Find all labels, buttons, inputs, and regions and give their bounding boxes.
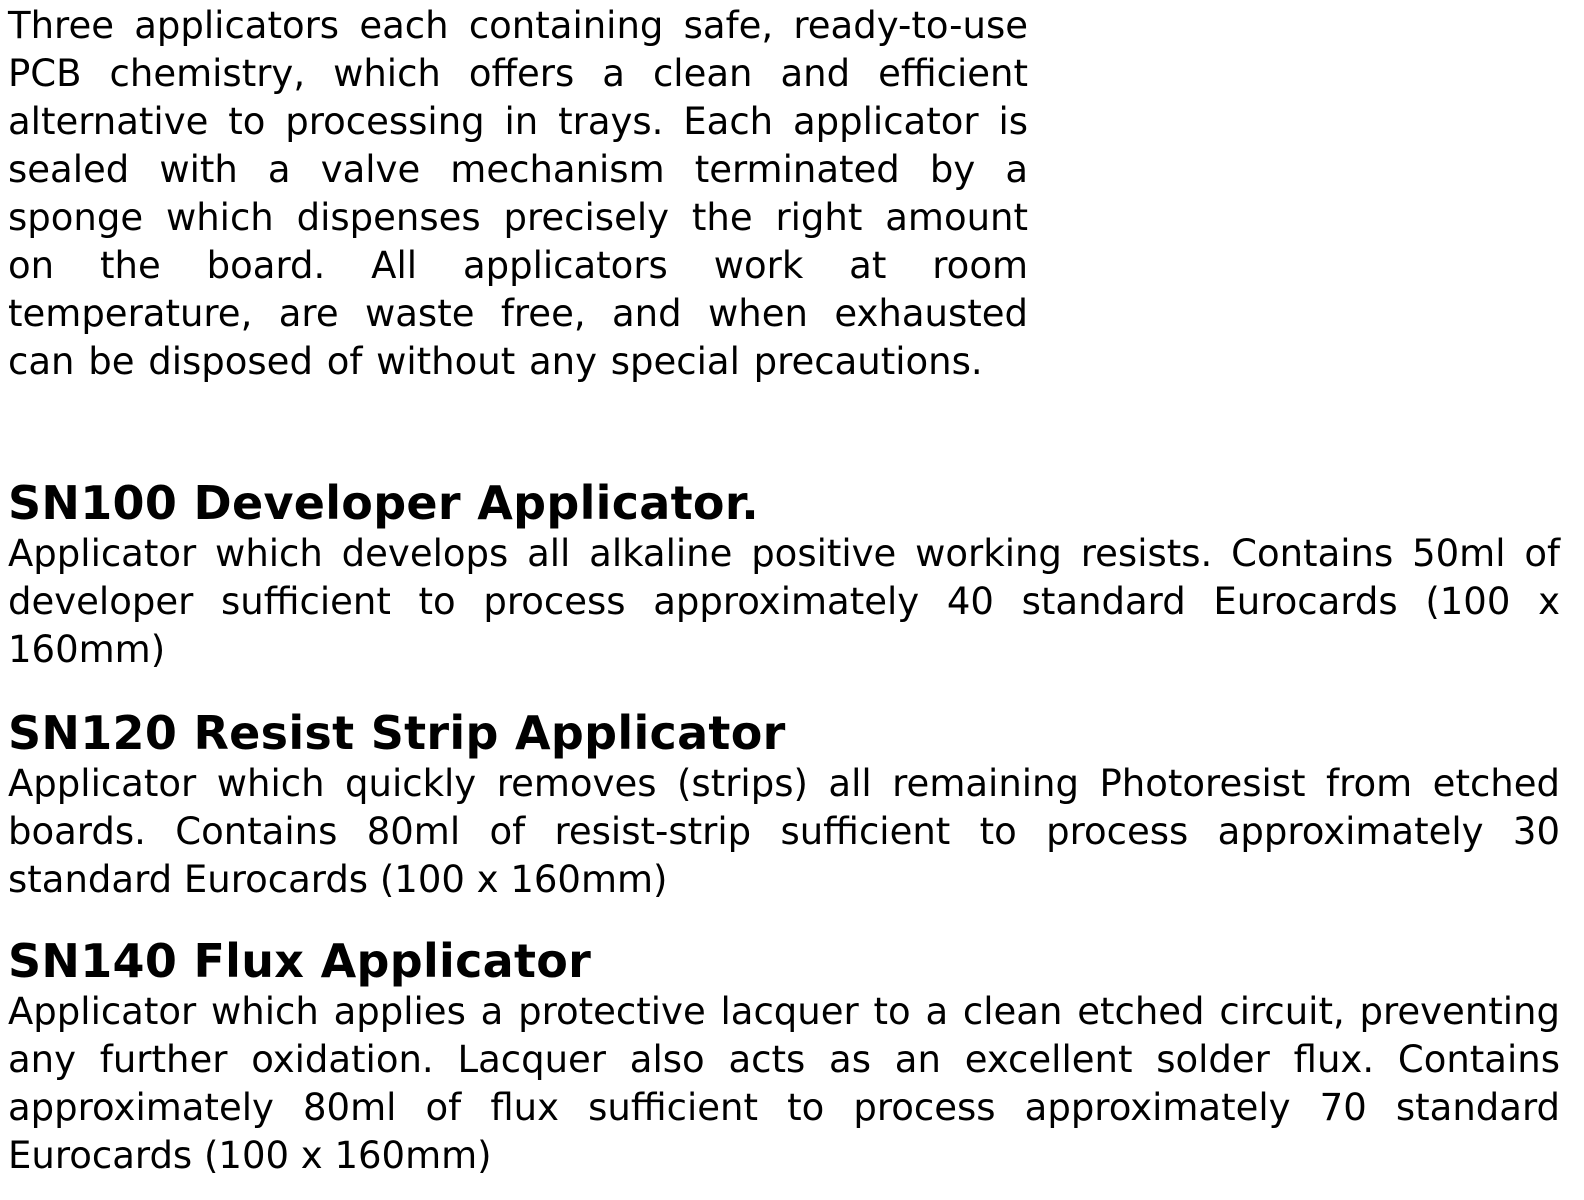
section-sn120 bbox=[8, 706, 1560, 904]
section-title-sn120: SN120 Resist Strip Applicator bbox=[8, 706, 786, 760]
section-title-sn140: SN140 Flux Applicator bbox=[8, 934, 592, 988]
document-page bbox=[8, 0, 1560, 1177]
section-title-sn100: SN100 Developer Applicator. bbox=[8, 476, 760, 530]
section-body-sn120: Applicator which quickly removes (strips) all remaining Photoresist from etched boards. Contains 80ml of resist-strip sufficient to process approximately 30 standard Eurocards (100 x 160mm) bbox=[8, 762, 1560, 901]
section-sn100 bbox=[8, 476, 1560, 674]
section-body-sn140: Applicator which applies a protective lacquer to a clean etched circuit, preventing any further oxidation. Lacquer also acts as an excellent solder flux. Contains approximately 80ml of flux sufficient to process approximately 70 standard Eurocards (100 x 160mm) bbox=[8, 990, 1560, 1177]
intro-paragraph: Three applicators each containing safe, ready-to-use PCB chemistry, which offers a clean and efficient alternative to processing in trays. Each applicator is sealed with a valve mechanism terminated by a sponge which dispenses precisely the right amount on the board. All applicators work at room temperature, are waste free, and when exhausted can be disposed of without any special precautions. bbox=[8, 4, 1028, 383]
section-sn140 bbox=[8, 934, 1560, 1180]
section-body-sn100: Applicator which develops all alkaline positive working resists. Contains 50ml of developer sufficient to process approximately 40 standard Eurocards (100 x 160mm) bbox=[8, 532, 1560, 671]
